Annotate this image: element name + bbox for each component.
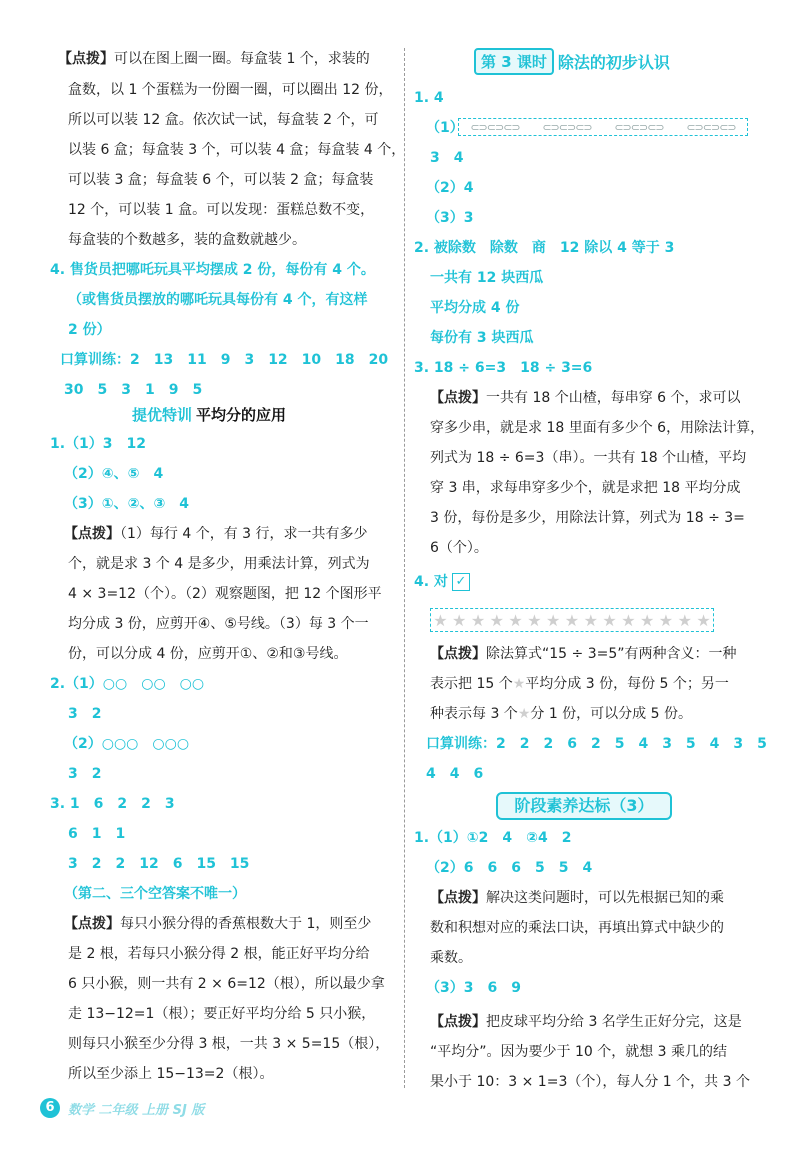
- tip-line: 数和积想对应的乘法口诀，再填出算式中缺少的: [430, 920, 724, 936]
- answer-r1: （2）4: [426, 180, 474, 196]
- tip-line: 是 2 根，若每只小猴分得 2 根，能正好平均分给: [68, 946, 370, 962]
- answer-4-alt: （或售货员摆放的哪吒玩具每份有 4 个，有这样: [68, 292, 368, 308]
- tip-line: 每盒装的个数越多，装的盒数就越少。: [68, 232, 306, 248]
- answer-s1: 1.（1）3 12: [50, 436, 147, 452]
- tip-line: 12 个，可以装 1 盒。可以发现：蛋糕总数不变，: [68, 202, 375, 218]
- star-icon: ★: [512, 676, 526, 692]
- tip-line: 种表示每 3 个★分 1 份，可以分成 5 份。: [430, 706, 692, 722]
- tip-line: 份，可以分成 4 份，应剪开①、②和③号线。: [68, 646, 348, 662]
- answer-s3: 3. 1 6 2 2 3: [50, 796, 175, 812]
- answer-s2: 2.（1）○○ ○○ ○○: [50, 676, 205, 692]
- star-icon: ★: [564, 610, 580, 630]
- tip-line: 列式为 18 ÷ 6=3（串）。一共有 18 个山楂，平均: [430, 450, 747, 466]
- star-icon: ★: [621, 610, 636, 630]
- tip-line: 以装 6 盒；每盒装 3 个，可以装 4 盒；每盒装 4 个，: [68, 142, 406, 158]
- footer-text: 数学 二年级 上册 SJ 版: [68, 1102, 205, 1118]
- answer-r4: 4. 对 ✓: [414, 572, 470, 592]
- answer-s3-note: （第二、三个空答案不唯一）: [64, 886, 246, 902]
- tip-line: 3 份，每份是多少，用除法计算，列式为 18 ÷ 3=: [430, 510, 745, 526]
- answer-s1: （2）④、⑤ 4: [64, 466, 164, 482]
- answer-4-alt: 2 份）: [68, 322, 111, 338]
- tip-line: 穿 3 串，求每串穿多少个，就是求把 18 平均分成: [430, 480, 741, 496]
- tip-line: 6 只小猴，则一共有 2 × 6=12（根），所以最少拿: [68, 976, 385, 992]
- tip-line: 【点拨】一共有 18 个山楂，每串穿 6 个，求可以: [430, 390, 741, 406]
- tip-line: 4 × 3=12（个）。（2）观察题图，把 12 个图形平: [68, 586, 382, 602]
- tip-line: 穿多少串，就是求 18 里面有多少个 6，用除法计算，: [430, 420, 765, 436]
- star-icon: ★: [517, 706, 531, 722]
- star-icon: ★: [508, 610, 523, 630]
- check-icon: ✓: [452, 573, 470, 591]
- star-row-figure: [430, 608, 714, 632]
- oral-training: 口算训练：2 13 11 9 3 12 10 18 20: [60, 352, 389, 368]
- tip-line: 6（个）。: [430, 540, 488, 556]
- tip-line: 乘数。: [430, 950, 472, 966]
- answer-t1: 1.（1）①2 4 ②4 2: [414, 830, 572, 846]
- answer-s1: （3）①、②、③ 4: [64, 496, 190, 512]
- tip-line: 【点拨】除法算式“15 ÷ 3=5”有两种含义：一种: [430, 646, 737, 662]
- star-icon: ★: [583, 610, 598, 630]
- answer-s2: （2）○○○ ○○○: [64, 736, 190, 752]
- star-icon: ★: [452, 610, 467, 630]
- page-footer: [40, 1098, 204, 1118]
- answer-t1: （2）6 6 6 5 5 4: [426, 860, 593, 876]
- star-icon: ★: [527, 610, 542, 630]
- tip-line: 表示把 15 个★平均分成 3 份，每份 5 个；另一: [430, 676, 729, 692]
- tip-line: 均分成 3 份，应剪开④、⑤号线。（3）每 3 个一: [68, 616, 369, 632]
- tip-line: 【点拨】每只小猴分得的香蕉根数大于 1，则至少: [64, 916, 372, 932]
- oral-training: 4 4 6: [426, 766, 484, 782]
- lesson-title: 除法的初步认识: [557, 52, 670, 72]
- star-icon: ★: [639, 610, 655, 630]
- page-number: 6: [40, 1098, 60, 1118]
- section-heading: [132, 404, 286, 425]
- answer-r1: （3）3: [426, 210, 474, 226]
- answer-s3: 6 1 1: [68, 826, 126, 842]
- star-icon: ★: [489, 610, 504, 630]
- section-tag: 提优特训: [132, 406, 193, 424]
- answer-r3: 3. 18 ÷ 6=3 18 ÷ 3=6: [414, 360, 593, 376]
- column-divider: [404, 48, 405, 1088]
- star-icon: ★: [433, 610, 448, 630]
- tip-line: 果小于 10：3 × 1=3（个），每人分 1 个，共 3 个: [430, 1074, 750, 1090]
- answer-r2: 每份有 3 块西瓜: [430, 330, 534, 346]
- answer-s2: 3 2: [68, 766, 102, 782]
- tip-line: 则每只小猴至少分得 3 根，一共 3 × 5=15（根），: [68, 1036, 390, 1052]
- answer-t1: （3）3 6 9: [426, 980, 521, 996]
- tip-line: 【点拨】把皮球平均分给 3 名学生正好分完，这是: [430, 1014, 742, 1030]
- tip-line: 个，就是求 3 个 4 是多少，用乘法计算，列式为: [68, 556, 370, 572]
- answer-r1: 1. 4: [414, 90, 444, 106]
- star-icon: ★: [470, 610, 486, 630]
- star-icon: ★: [602, 610, 617, 630]
- section-title: 平均分的应用: [196, 406, 287, 424]
- lesson-heading: [474, 48, 670, 74]
- tip-line: 盒数，以 1 个蛋糕为一份圈一圈，可以圈出 12 份，: [68, 82, 393, 98]
- tip-line: 所以至少添上 15−13=2（根）。: [68, 1066, 274, 1082]
- oral-training: 口算训练：2 2 2 6 2 5 4 3 5 4 3 5: [426, 736, 767, 752]
- answer-r1: 3 4: [430, 150, 464, 166]
- star-icon: ★: [677, 610, 692, 630]
- answer-r2: 平均分成 4 份: [430, 300, 520, 316]
- answer-s3: 3 2 2 12 6 15 15: [68, 856, 250, 872]
- star-icon: ★: [658, 610, 674, 630]
- answer-4: 4. 售货员把哪吒玩具平均摆成 2 份，每份有 4 个。: [50, 262, 375, 278]
- answer-r2: 2. 被除数 除数 商 12 除以 4 等于 3: [414, 240, 675, 256]
- answer-s2: 3 2: [68, 706, 102, 722]
- tip-line: 【点拨】解决这类问题时，可以先根据已知的乘: [430, 890, 724, 906]
- star-icon: ★: [546, 610, 561, 630]
- tip-line: 走 13−12=1（根）；要正好平均分给 5 只小猴，: [68, 1006, 376, 1022]
- answer-r1: （1）: [426, 120, 464, 136]
- bone-chain-figure: ⊂⊃⊂⊃⊂⊃ ⊂⊃⊂⊃⊂⊃ ⊂⊃⊂⊃⊂⊃ ⊂⊃⊂⊃⊂⊃: [458, 118, 748, 136]
- tip-line: 可以装 3 盒；每盒装 6 个，可以装 2 盒；每盒装: [68, 172, 374, 188]
- tip-line: 所以可以装 12 盒。依次试一试，每盒装 2 个，可: [68, 112, 379, 128]
- lesson-tag: 第 3 课时: [474, 48, 554, 75]
- answer-r2: 一共有 12 块西瓜: [430, 270, 544, 286]
- tip-line: 【点拨】可以在图上圈一圈。每盒装 1 个，求装的: [58, 51, 370, 67]
- tip-line: “平均分”。因为要少于 10 个，就想 3 乘几的结: [430, 1044, 728, 1060]
- stage-heading: 阶段素养达标（3）: [496, 792, 672, 820]
- star-icon: ★: [696, 610, 711, 630]
- tip-line: 【点拨】（1）每行 4 个，有 3 行，求一共有多少: [64, 526, 368, 542]
- oral-training: 30 5 3 1 9 5: [64, 382, 203, 398]
